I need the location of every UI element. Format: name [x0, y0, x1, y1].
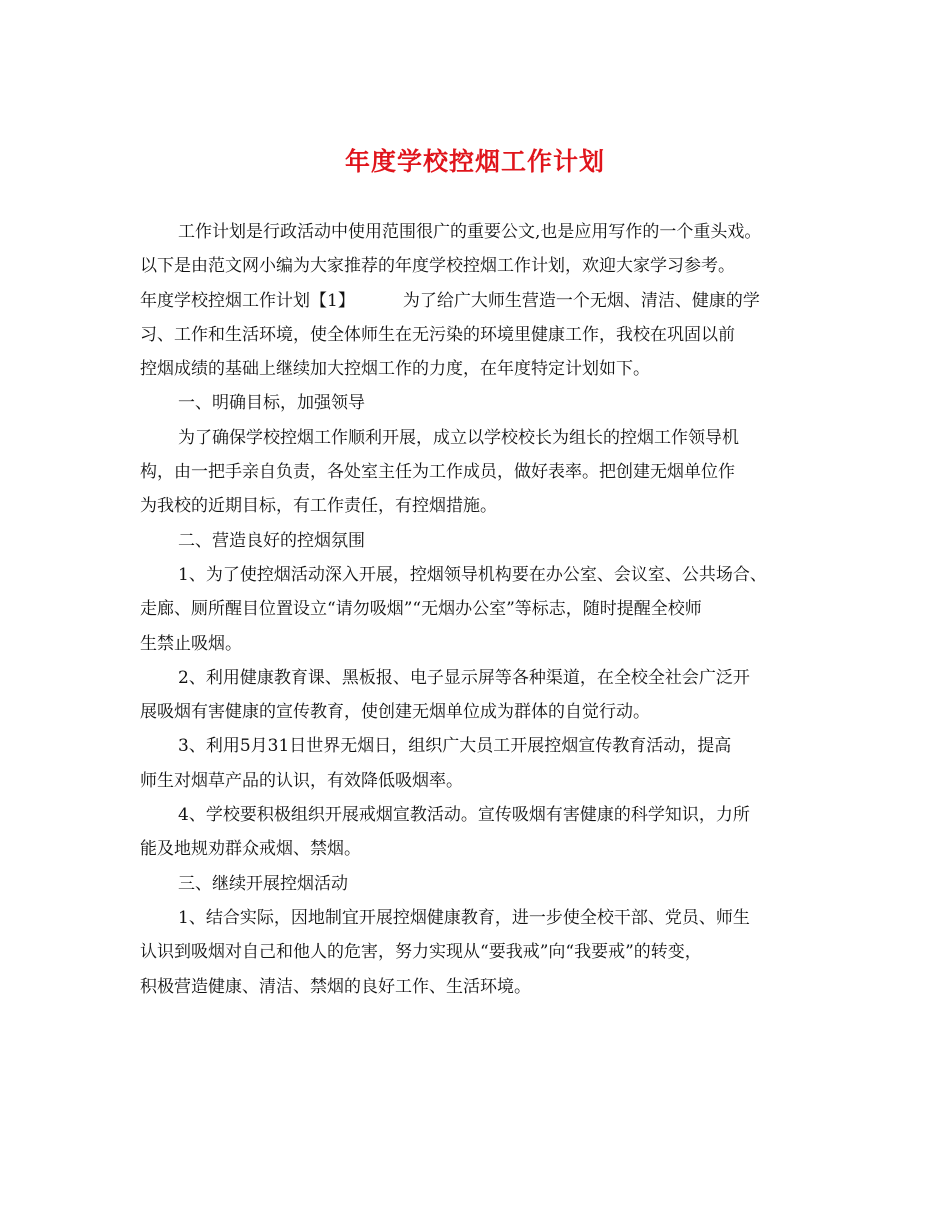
- paragraph-line: 积极营造健康、清洁、禁烟的良好工作、生活环境。: [140, 976, 531, 997]
- paragraph-line: 工作计划是行政活动中使用范围很广的重要公文,也是应用写作的一个重头戏。: [178, 222, 762, 242]
- paragraph-line: 3、利用5月31日世界无烟日，组织广大员工开展控烟宣传教育活动，提高: [178, 736, 732, 757]
- paragraph-line: 以下是由范文网小编为大家推荐的年度学校控烟工作计划，欢迎大家学习参考。: [140, 256, 735, 277]
- paragraph-line: 1、为了使控烟活动深入开展，控烟领导机构要在办公室、会议室、公共场合、: [178, 564, 767, 585]
- section-heading: 二、营造良好的控烟氛围: [178, 530, 365, 551]
- paragraph-line: [140, 284, 828, 318]
- paragraph-text: 为了给广大师生营造一个无烟、清洁、健康的学: [402, 290, 760, 311]
- section-heading: 一、明确目标，加强领导: [178, 393, 365, 414]
- paragraph-line: 为我校的近期目标，有工作责任，有控烟措施。: [140, 496, 497, 517]
- paragraph-line: 2、利用健康教育课、黑板报、电子显示屏等各种渠道，在全校全社会广泛开: [178, 667, 750, 688]
- paragraph-line: 4、学校要积极组织开展戒烟宣教活动。宣传吸烟有害健康的科学知识，力所: [178, 805, 750, 826]
- paragraph-line: 走廊、厕所醒目位置设立“请勿吸烟”“无烟办公室”等标志，随时提醒全校师: [140, 599, 702, 620]
- paragraph-line: 构，由一把手亲自负责，各处室主任为工作成员，做好表率。把创建无烟单位作: [140, 462, 735, 483]
- paragraph-line: 1、结合实际，因地制宜开展控烟健康教育，进一步使全校干部、党员、师生: [178, 907, 750, 928]
- paragraph-line: 习、工作和生活环境，使全体师生在无污染的环境里健康工作，我校在巩固以前: [140, 324, 735, 345]
- section-heading: 三、继续开展控烟活动: [178, 873, 348, 894]
- paragraph-line: 能及地规劝群众戒烟、禁烟。: [140, 839, 361, 860]
- section-heading: 年度学校控烟工作计划【1】: [140, 290, 355, 311]
- paragraph-line: 展吸烟有害健康的宣传教育，使创建无烟单位成为群体的自觉行动。: [140, 702, 650, 723]
- paragraph-line: 生禁止吸烟。: [140, 633, 242, 654]
- document-body: [140, 215, 828, 1004]
- paragraph-line: 为了确保学校控烟工作顺利开展，成立以学校校长为组长的控烟工作领导机: [178, 427, 739, 448]
- paragraph-line: 控烟成绩的基础上继续加大控烟工作的力度，在年度特定计划如下。: [140, 359, 650, 380]
- paragraph-line: 认识到吸烟对自己和他人的危害，努力实现从“要我戒”向“我要戒”的转变，: [140, 942, 702, 963]
- document-title: 年度学校控烟工作计划: [344, 147, 605, 176]
- paragraph-line: 师生对烟草产品的认识，有效降低吸烟率。: [140, 770, 463, 791]
